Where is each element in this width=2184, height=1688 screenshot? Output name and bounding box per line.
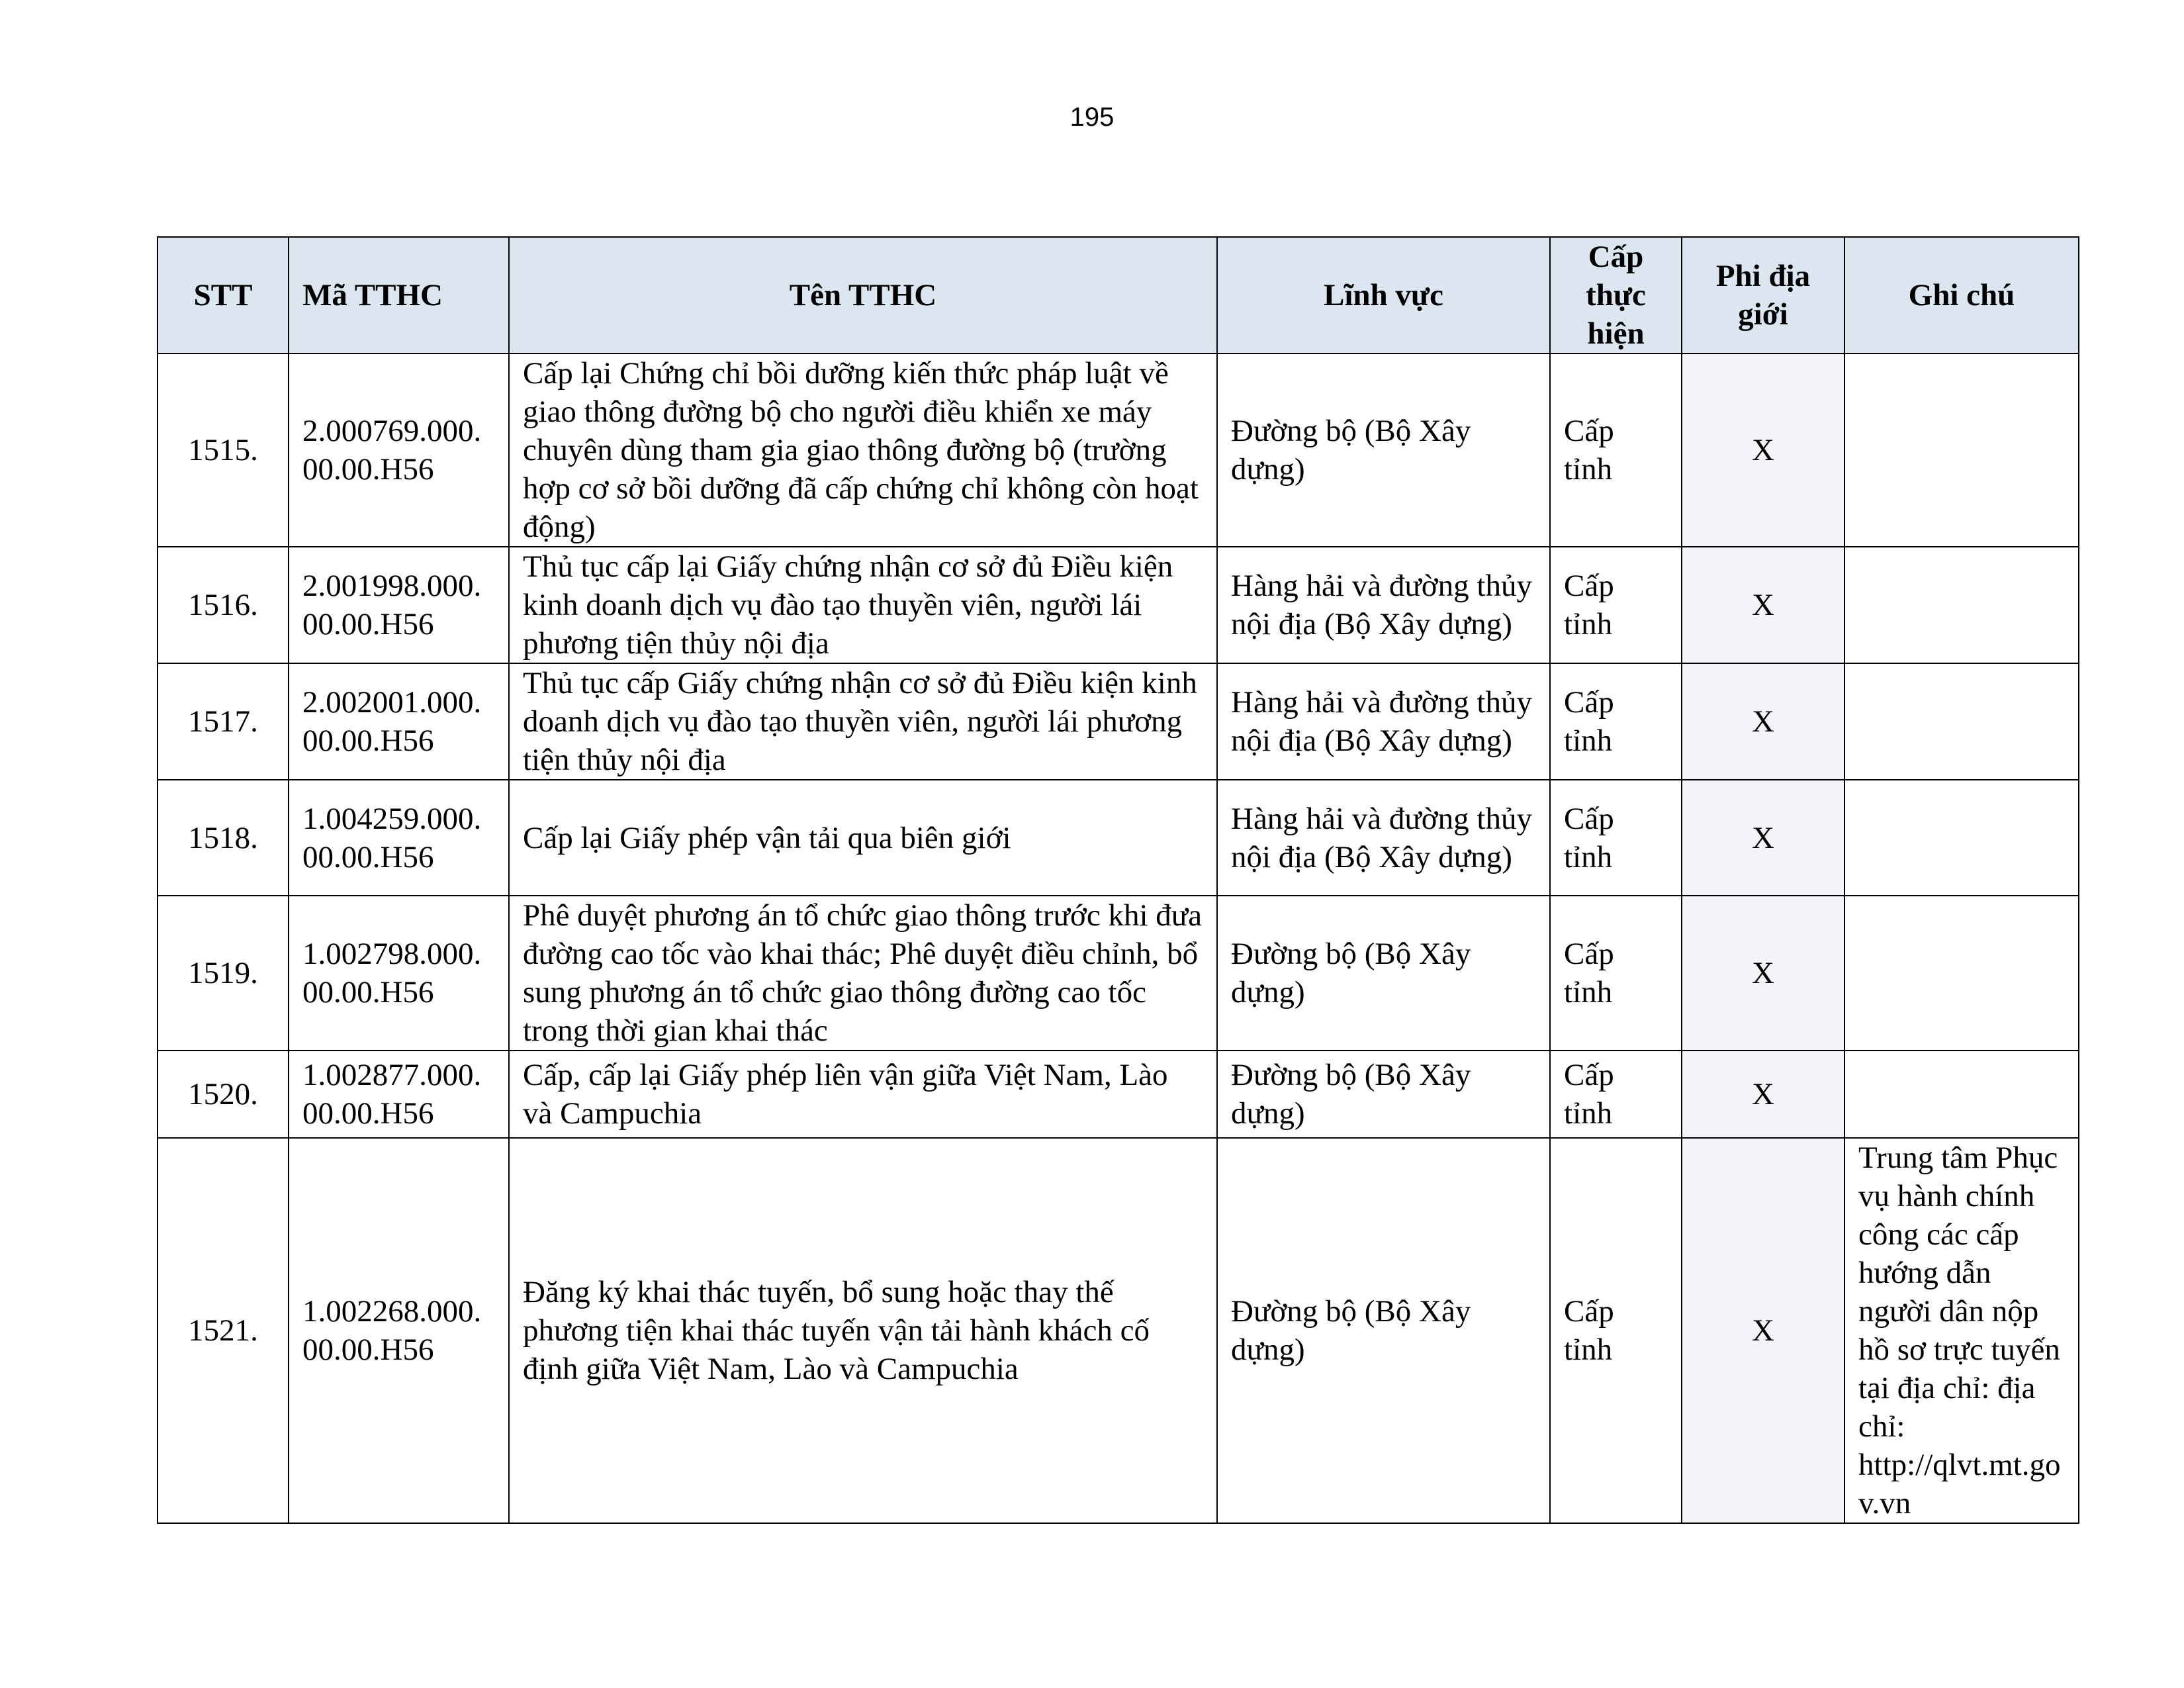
cell-linh-vuc: Đường bộ (Bộ Xây dựng) [1217, 896, 1550, 1051]
cell-ten-tthc: Phê duyệt phương án tổ chức giao thông trước khi đưa đường cao tốc vào khai thác; Phê duyệt điều chỉnh, bổ sung phương án tổ chức giao thông đường cao tốc trong thời gian khai thác [509, 896, 1217, 1051]
cell-ma-tthc: 2.002001.000.00.00.H56 [289, 663, 509, 780]
cell-ma-tthc: 1.002268.000.00.00.H56 [289, 1138, 509, 1523]
cell-ghi-chu: Trung tâm Phục vụ hành chính công các cấp hướng dẫn người dân nộp hồ sơ trực tuyến tại địa chỉ: địa chỉ: http://qlvt.mt.gov.vn [1844, 1138, 2079, 1523]
cell-ghi-chu [1844, 1051, 2079, 1138]
cell-phi-dia-gioi: X [1682, 1138, 1844, 1523]
cell-phi-dia-gioi: X [1682, 353, 1844, 547]
cell-ma-tthc: 1.002798.000.00.00.H56 [289, 896, 509, 1051]
cell-ten-tthc: Cấp, cấp lại Giấy phép liên vận giữa Việt Nam, Lào và Campuchia [509, 1051, 1217, 1138]
cell-cap-thuc-hien: Cấp tỉnh [1550, 547, 1682, 663]
cell-ghi-chu [1844, 780, 2079, 896]
cell-stt: 1516. [158, 547, 289, 663]
header-ghi-chu: Ghi chú [1844, 237, 2079, 353]
cell-cap-thuc-hien: Cấp tỉnh [1550, 1051, 1682, 1138]
cell-ten-tthc: Cấp lại Chứng chỉ bồi dưỡng kiến thức pháp luật về giao thông đường bộ cho người điều khiển xe máy chuyên dùng tham gia giao thông đường bộ (trường hợp cơ sở bồi dưỡng đã cấp chứng chỉ không còn hoạt động) [509, 353, 1217, 547]
cell-stt: 1521. [158, 1138, 289, 1523]
cell-cap-thuc-hien: Cấp tỉnh [1550, 663, 1682, 780]
cell-ten-tthc: Thủ tục cấp lại Giấy chứng nhận cơ sở đủ Điều kiện kinh doanh dịch vụ đào tạo thuyền viên, người lái phương tiện thủy nội địa [509, 547, 1217, 663]
cell-ma-tthc: 1.004259.000.00.00.H56 [289, 780, 509, 896]
cell-cap-thuc-hien: Cấp tỉnh [1550, 780, 1682, 896]
cell-ma-tthc: 2.000769.000.00.00.H56 [289, 353, 509, 547]
cell-linh-vuc: Đường bộ (Bộ Xây dựng) [1217, 1138, 1550, 1523]
header-linh-vuc: Lĩnh vực [1217, 237, 1550, 353]
table-row [158, 663, 2079, 780]
cell-linh-vuc: Đường bộ (Bộ Xây dựng) [1217, 353, 1550, 547]
cell-cap-thuc-hien: Cấp tỉnh [1550, 353, 1682, 547]
table-row [158, 780, 2079, 896]
cell-phi-dia-gioi: X [1682, 663, 1844, 780]
table-row [158, 1051, 2079, 1138]
header-ten-tthc: Tên TTHC [509, 237, 1217, 353]
header-phi-dia-gioi: Phi địa giới [1682, 237, 1844, 353]
cell-cap-thuc-hien: Cấp tỉnh [1550, 896, 1682, 1051]
cell-stt: 1519. [158, 896, 289, 1051]
header-ma-tthc: Mã TTHC [289, 237, 509, 353]
header-stt: STT [158, 237, 289, 353]
cell-cap-thuc-hien: Cấp tỉnh [1550, 1138, 1682, 1523]
cell-ten-tthc: Thủ tục cấp Giấy chứng nhận cơ sở đủ Điều kiện kinh doanh dịch vụ đào tạo thuyền viên, người lái phương tiện thủy nội địa [509, 663, 1217, 780]
page-number: 195 [1069, 103, 1115, 132]
cell-linh-vuc: Hàng hải và đường thủy nội địa (Bộ Xây dựng) [1217, 547, 1550, 663]
cell-ten-tthc: Đăng ký khai thác tuyến, bổ sung hoặc thay thế phương tiện khai thác tuyến vận tải hành khách cố định giữa Việt Nam, Lào và Campuchia [509, 1138, 1217, 1523]
cell-ma-tthc: 1.002877.000.00.00.H56 [289, 1051, 509, 1138]
cell-stt: 1518. [158, 780, 289, 896]
cell-ma-tthc: 2.001998.000.00.00.H56 [289, 547, 509, 663]
table-row [158, 353, 2079, 547]
table-row [158, 547, 2079, 663]
cell-phi-dia-gioi: X [1682, 1051, 1844, 1138]
cell-ghi-chu [1844, 896, 2079, 1051]
cell-ghi-chu [1844, 663, 2079, 780]
cell-stt: 1520. [158, 1051, 289, 1138]
cell-ten-tthc: Cấp lại Giấy phép vận tải qua biên giới [509, 780, 1217, 896]
procedures-table [157, 236, 2079, 1524]
cell-linh-vuc: Hàng hải và đường thủy nội địa (Bộ Xây dựng) [1217, 780, 1550, 896]
cell-linh-vuc: Đường bộ (Bộ Xây dựng) [1217, 1051, 1550, 1138]
cell-phi-dia-gioi: X [1682, 547, 1844, 663]
cell-phi-dia-gioi: X [1682, 896, 1844, 1051]
cell-ghi-chu [1844, 353, 2079, 547]
table-row [158, 1138, 2079, 1523]
header-cap-thuc-hien: Cấp thực hiện [1550, 237, 1682, 353]
cell-ghi-chu [1844, 547, 2079, 663]
cell-linh-vuc: Hàng hải và đường thủy nội địa (Bộ Xây dựng) [1217, 663, 1550, 780]
header-row [158, 237, 2079, 353]
table-row [158, 896, 2079, 1051]
cell-stt: 1515. [158, 353, 289, 547]
cell-phi-dia-gioi: X [1682, 780, 1844, 896]
cell-stt: 1517. [158, 663, 289, 780]
